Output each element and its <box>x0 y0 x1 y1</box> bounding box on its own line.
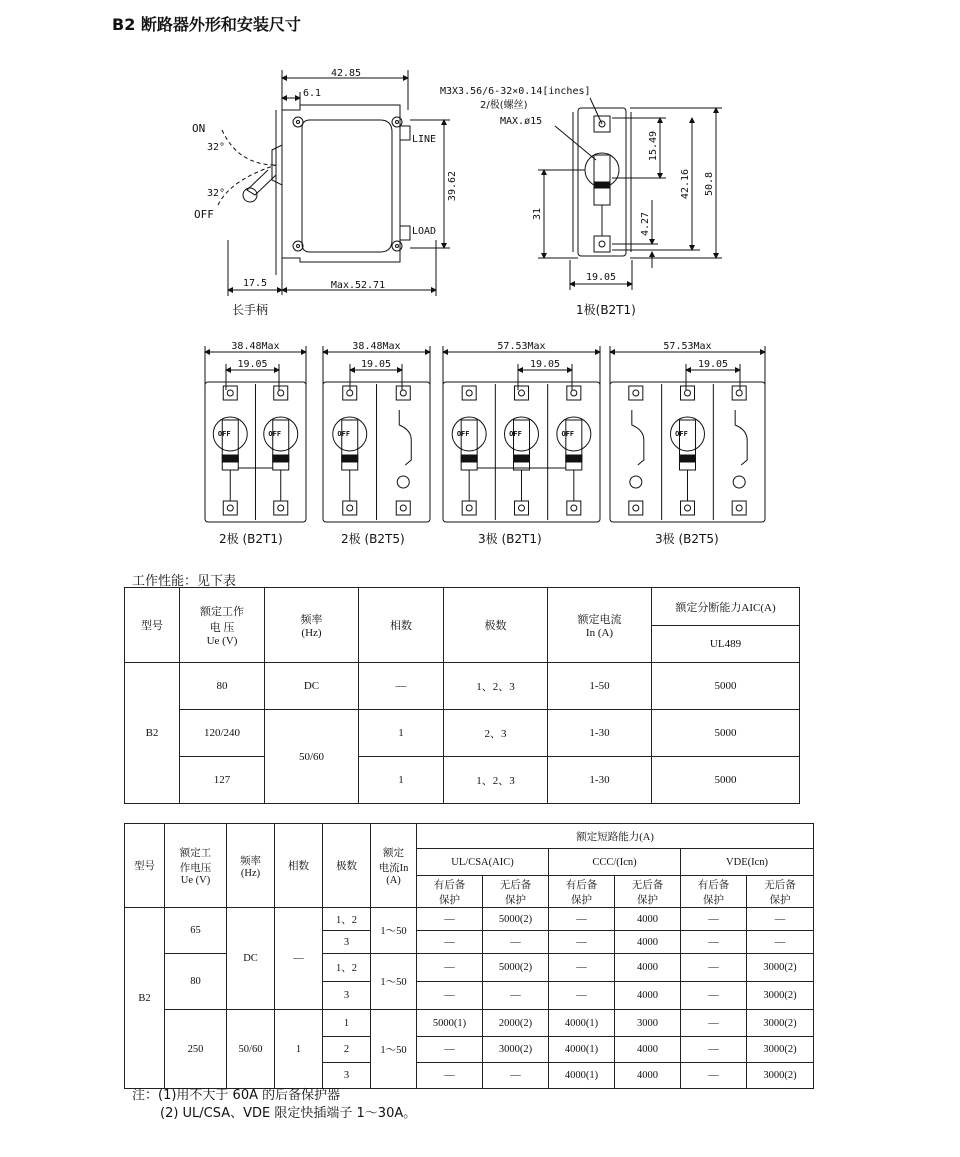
current-cell: 1～50 <box>371 908 417 954</box>
table-cell: 1 <box>359 710 444 757</box>
table-cell: 4000 <box>615 931 681 954</box>
table-cell: 1、2、3 <box>444 663 548 710</box>
table-cell: 5000(2) <box>483 908 549 931</box>
table-cell: — <box>483 982 549 1010</box>
table-cell: 1 <box>359 757 444 804</box>
table-cell: — <box>417 982 483 1010</box>
voltage-cell: 65 <box>165 908 227 954</box>
dimension-drawings <box>0 0 960 560</box>
table-cell: — <box>483 931 549 954</box>
voltage-cell: 80 <box>165 954 227 1010</box>
dim-19-05: 19.05 <box>585 272 617 283</box>
table-cell: 3000 <box>615 1010 681 1037</box>
table-cell: — <box>417 931 483 954</box>
table-cell: 4000 <box>615 1063 681 1089</box>
table-cell: — <box>747 931 814 954</box>
dim-height: 39.62 <box>447 170 458 202</box>
h-without-backup: 无后备 保护 <box>747 876 814 908</box>
poles-cell: 2 <box>323 1037 371 1063</box>
caption-2p-b2t1: 2极 (B2T1) <box>219 532 283 546</box>
off-label: OFF <box>217 430 231 438</box>
dim-max-width: 38.48Max <box>231 341 280 352</box>
table-cell: 3000(2) <box>747 954 814 982</box>
table-cell: 3000(2) <box>747 982 814 1010</box>
dim-42-16: 42.16 <box>680 168 691 200</box>
table-cell: — <box>549 982 615 1010</box>
table-row <box>125 908 814 931</box>
side-view <box>218 70 450 296</box>
table-cell: — <box>417 1063 483 1089</box>
caption-3p-b2t5: 3极 (B2T5) <box>655 532 719 546</box>
h-without-backup: 无后备 保护 <box>483 876 549 908</box>
model-cell: B2 <box>125 908 165 1089</box>
table-cell: — <box>359 663 444 710</box>
short-circuit-table <box>124 823 814 1089</box>
table-cell: — <box>549 954 615 982</box>
current-cell: 1～50 <box>371 954 417 1010</box>
dim-pitch: 19.05 <box>697 359 729 370</box>
h-with-backup: 有后备 保护 <box>549 876 615 908</box>
dim-50-8: 50.8 <box>704 171 715 197</box>
h-with-backup: 有后备 保护 <box>417 876 483 908</box>
model-cell: B2 <box>125 663 180 804</box>
table-cell: 5000 <box>652 663 800 710</box>
table-cell: — <box>549 931 615 954</box>
h-with-backup: 有后备 保护 <box>681 876 747 908</box>
table-cell: — <box>417 954 483 982</box>
table-cell: 5000(2) <box>483 954 549 982</box>
table-cell: 2000(2) <box>483 1010 549 1037</box>
table-cell: 4000 <box>615 1037 681 1063</box>
dim-width: 42.85 <box>330 68 362 79</box>
dim-max-width: 57.53Max <box>497 341 546 352</box>
dim-4-27: 4.27 <box>640 211 651 237</box>
max-diameter: MAX.ø15 <box>500 116 543 127</box>
label-load: LOAD <box>412 226 437 237</box>
h-phase: 相数 <box>359 588 444 663</box>
dim-31: 31 <box>532 207 543 221</box>
table-cell: — <box>417 908 483 931</box>
h-voltage: 额定工 作电压 Ue (V) <box>165 824 227 908</box>
table-cell: 2、3 <box>444 710 548 757</box>
voltage-cell: 250 <box>165 1010 227 1089</box>
caption-2p-b2t5: 2极 (B2T5) <box>341 532 405 546</box>
table-cell: 127 <box>180 757 265 804</box>
table-cell: 3000(2) <box>747 1063 814 1089</box>
note-2: (2) UL/CSA、VDE 限定快插端子 1～30A。 <box>160 1106 417 1121</box>
poles-cell: 1、2 <box>323 908 371 931</box>
angle-bottom: 32° <box>207 188 226 199</box>
h-current: 额定电流 In (A) <box>548 588 652 663</box>
table-cell: 5000 <box>652 757 800 804</box>
off-label: OFF <box>337 430 351 438</box>
dim-pitch: 19.05 <box>360 359 392 370</box>
dim-6-1: 6.1 <box>303 88 322 99</box>
frequency-cell: 50/60 <box>227 1010 275 1089</box>
table-cell: 80 <box>180 663 265 710</box>
front-view-1-pole <box>538 98 722 290</box>
table-cell: 50/60 <box>265 710 359 804</box>
section-label: 工作性能：见下表 <box>132 574 237 589</box>
poles-cell: 3 <box>323 982 371 1010</box>
table-cell: — <box>549 908 615 931</box>
table-cell: — <box>681 954 747 982</box>
table-cell: — <box>681 908 747 931</box>
table-cell: 4000 <box>615 954 681 982</box>
h-model: 型号 <box>125 824 165 908</box>
dim-max-width: 57.53Max <box>663 341 712 352</box>
label-off: OFF <box>194 208 214 221</box>
poles-cell: 3 <box>323 931 371 954</box>
caption-1-pole: 1极(B2T1) <box>576 303 636 317</box>
h-poles: 极数 <box>323 824 371 908</box>
current-cell: 1～50 <box>371 1010 417 1089</box>
note-1: 注：(1)用不大于 60A 的后备保护器 <box>132 1088 341 1103</box>
page-title: B2 断路器外形和安装尺寸 <box>112 15 301 34</box>
notes <box>132 1087 416 1123</box>
label-on: ON <box>192 122 206 135</box>
h-frequency: 频率 (Hz) <box>227 824 275 908</box>
table-cell: — <box>681 1063 747 1089</box>
table-cell: — <box>681 931 747 954</box>
dim-max: Max.52.71 <box>330 280 386 291</box>
h-current: 额定 电流In (A) <box>371 824 417 908</box>
table-cell: — <box>681 1037 747 1063</box>
h-short-circuit: 额定短路能力(A) <box>417 824 814 849</box>
table-cell: 3000(2) <box>483 1037 549 1063</box>
h-model: 型号 <box>125 588 180 663</box>
table-cell: 4000(1) <box>549 1063 615 1089</box>
table-cell: — <box>747 908 814 931</box>
off-label: OFF <box>456 430 470 438</box>
dim-15-49: 15.49 <box>648 130 659 162</box>
table-cell: — <box>483 1063 549 1089</box>
phase-cell: 1 <box>275 1010 323 1089</box>
h-aic: 额定分断能力AIC(A) <box>652 588 800 626</box>
table-cell: 3000(2) <box>747 1037 814 1063</box>
h-ul489: UL489 <box>652 626 800 663</box>
thread-note: 2/极(螺丝) <box>480 100 528 111</box>
table-cell: — <box>681 1010 747 1037</box>
table-cell: 4000 <box>615 982 681 1010</box>
table-cell: 1-30 <box>548 757 652 804</box>
h-poles: 极数 <box>444 588 548 663</box>
h-phase: 相数 <box>275 824 323 908</box>
performance-table <box>124 587 800 804</box>
phase-cell: — <box>275 908 323 1010</box>
table-cell: DC <box>265 663 359 710</box>
poles-cell: 1、2 <box>323 954 371 982</box>
h-without-backup: 无后备 保护 <box>615 876 681 908</box>
h-frequency: 频率 (Hz) <box>265 588 359 663</box>
h-vde: VDE(Icn) <box>681 849 814 876</box>
h-ccc: CCC/(Icn) <box>549 849 681 876</box>
table-cell: 1-50 <box>548 663 652 710</box>
poles-cell: 1 <box>323 1010 371 1037</box>
table-row <box>125 1010 814 1037</box>
off-label: OFF <box>268 430 282 438</box>
table-cell: 5000 <box>652 710 800 757</box>
thread-spec: M3X3.56/6-32×0.14[inches] <box>440 86 591 97</box>
caption-long-handle: 长手柄 <box>232 303 269 317</box>
table-cell: 4000(1) <box>549 1037 615 1063</box>
dim-max-width: 38.48Max <box>352 341 401 352</box>
table-cell: 1-30 <box>548 710 652 757</box>
dim-pitch: 19.05 <box>237 359 268 370</box>
label-line: LINE <box>412 134 437 145</box>
poles-cell: 3 <box>323 1063 371 1089</box>
angle-top: 32° <box>207 142 226 153</box>
table-cell: 4000 <box>615 908 681 931</box>
h-voltage: 额定工作 电 压 Ue (V) <box>180 588 265 663</box>
table-cell: 1、2、3 <box>444 757 548 804</box>
caption-3p-b2t1: 3极 (B2T1) <box>478 532 542 546</box>
dim-handle: 17.5 <box>242 278 268 289</box>
h-ul-csa: UL/CSA(AIC) <box>417 849 549 876</box>
table-cell: — <box>681 982 747 1010</box>
table-cell: 120/240 <box>180 710 265 757</box>
table-cell: 4000(1) <box>549 1010 615 1037</box>
off-label: OFF <box>509 430 522 438</box>
table-cell: 5000(1) <box>417 1010 483 1037</box>
table-cell: 3000(2) <box>747 1010 814 1037</box>
table-cell: — <box>417 1037 483 1063</box>
off-label: OFF <box>561 430 575 438</box>
off-label: OFF <box>675 430 688 438</box>
dim-pitch: 19.05 <box>529 359 561 370</box>
frequency-cell: DC <box>227 908 275 1010</box>
